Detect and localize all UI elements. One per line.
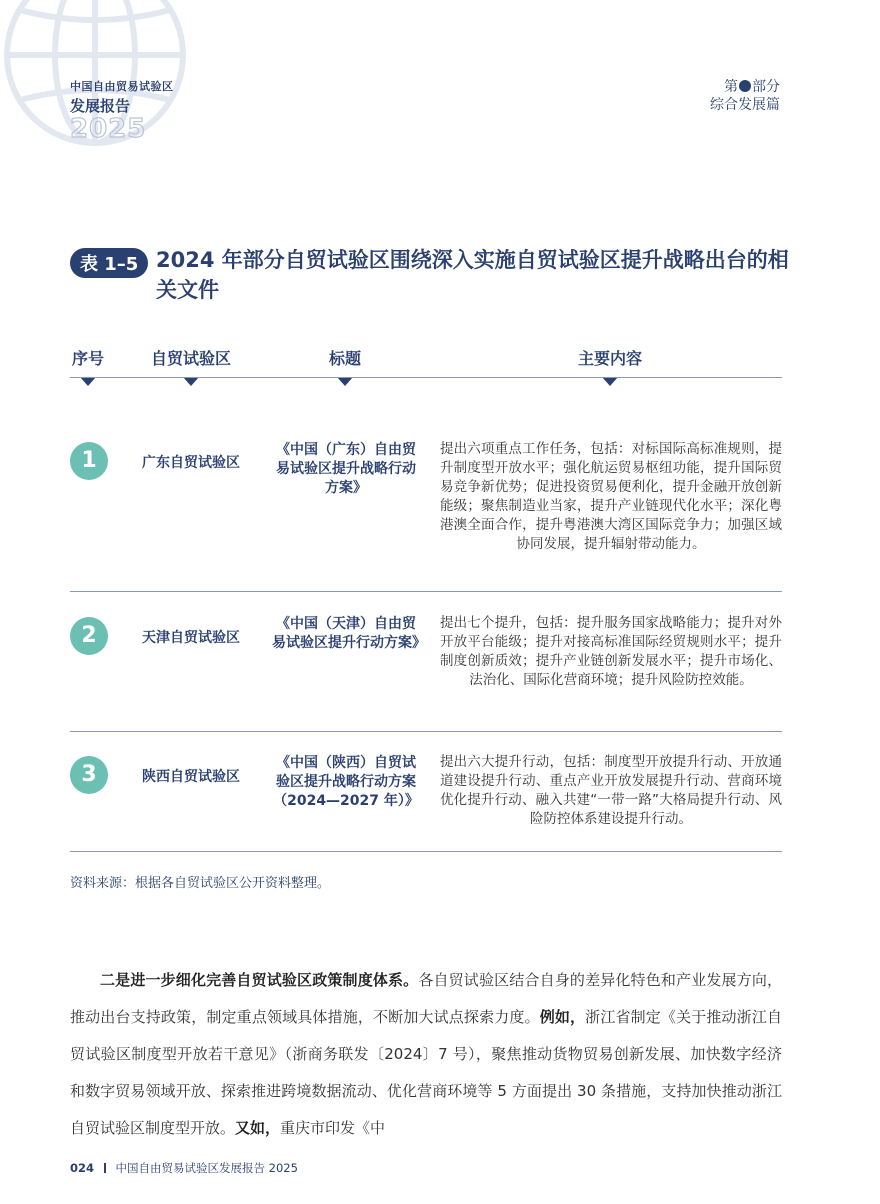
row-doc-title: 《中国（天津）自由贸易试验区提升行动方案》 (272, 616, 426, 651)
table-badge: 表 1–5 (70, 248, 148, 278)
table-bottom-divider (70, 851, 782, 852)
row-number-badge: 3 (70, 756, 108, 794)
col-arrow-icon (183, 377, 199, 386)
row-divider (70, 731, 782, 732)
col-arrow-icon (80, 377, 96, 386)
para-text: 浙江省制定《关于推动浙江自贸试验区制度型开放若干意见》（浙商务联发〔2024〕7 号），聚焦推动货物贸易创新发展、加快数字经济和数字贸易领域开放、探索推进跨境数据流动、优化营商环境等 5 方面提出 30 条措施，支持加快推动浙江自贸试验区制度型开放。 (70, 1008, 782, 1137)
part-dot-icon (739, 80, 751, 92)
row-doc-title: 《中国（陕西）自贸试验区提升战略行动方案（2024—2027 年）》 (273, 755, 419, 809)
part-name: 综合发展篇 (710, 97, 780, 113)
page-number: 024 (70, 1161, 95, 1175)
table-title-text: 2024 年部分自贸试验区围绕深入实施自贸试验区提升战略出台的相关文件 (156, 248, 789, 302)
para-bold-lead: 二是进一步细化完善自贸试验区政策制度体系。 (100, 971, 419, 989)
report-brand (70, 78, 174, 144)
para-bold-example: 例如， (539, 1008, 586, 1026)
row-divider (70, 591, 782, 592)
col-header-content: 主要内容 (577, 349, 642, 368)
brand-line2: 发展报告 (70, 97, 131, 115)
para-bold-example: 又如， (235, 1119, 281, 1137)
row-number-badge: 2 (70, 617, 108, 655)
col-arrow-icon (602, 377, 618, 386)
row-number-badge: 1 (70, 442, 108, 480)
part-prefix: 第 (724, 79, 738, 95)
table-title (70, 245, 790, 305)
row-content: 提出七个提升，包括：提升服务国家战略能力；提升对外开放平台能级；提升对接高标准国际经贸规则水平；提升制度创新质效；提升产业链创新发展水平；提升市场化、法治化、国际化营商环境；提升风险防控效能。 (440, 615, 782, 688)
para-text: 重庆市印发《中 (280, 1119, 386, 1137)
row-zone: 广东自贸试验区 (142, 455, 240, 471)
footer-separator (104, 1163, 106, 1173)
page-footer (70, 1160, 298, 1176)
col-header-number: 序号 (71, 349, 104, 368)
table-source-note: 资料来源：根据各自贸试验区公开资料整理。 (70, 876, 331, 891)
body-paragraph (70, 962, 782, 1147)
part-suffix: 部分 (752, 79, 780, 95)
col-header-title: 标题 (328, 349, 361, 368)
footer-report-name: 中国自由贸易试验区发展报告 2025 (115, 1161, 298, 1175)
row-zone: 陕西自贸试验区 (142, 769, 240, 785)
row-content: 提出六项重点工作任务，包括：对标国际高标准规则，提升制度型开放水平；强化航运贸易枢纽功能，提升国际贸易竞争新优势；促进投资贸易便利化，提升金融开放创新能级；聚焦制造业当家，提升产业链现代化水平；深化粤港澳全面合作，提升粤港澳大湾区国际竞争力；加强区域协同发展，提升辐射带动能力。 (440, 441, 782, 552)
header-divider (70, 377, 782, 378)
part-label (710, 78, 780, 114)
brand-line1: 中国自由贸易试验区 (70, 80, 174, 93)
row-doc-title: 《中国（广东）自由贸易试验区提升战略行动方案》 (276, 442, 416, 496)
brand-year: 2025 (70, 114, 147, 144)
para-text: 各自贸试验区结合自身的差异化特色和产业发展方向，推动出台支持政策，制定重点领域具体措施，不断加大试点探索力度。 (70, 971, 782, 1026)
col-arrow-icon (337, 377, 353, 386)
col-header-zone: 自贸试验区 (150, 349, 231, 368)
row-zone: 天津自贸试验区 (142, 630, 240, 646)
row-content: 提出六大提升行动，包括：制度型开放提升行动、开放通道建设提升行动、重点产业开放发展提升行动、营商环境优化提升行动、融入共建“一带一路”大格局提升行动、风险防控体系建设提升行动。 (440, 754, 782, 827)
